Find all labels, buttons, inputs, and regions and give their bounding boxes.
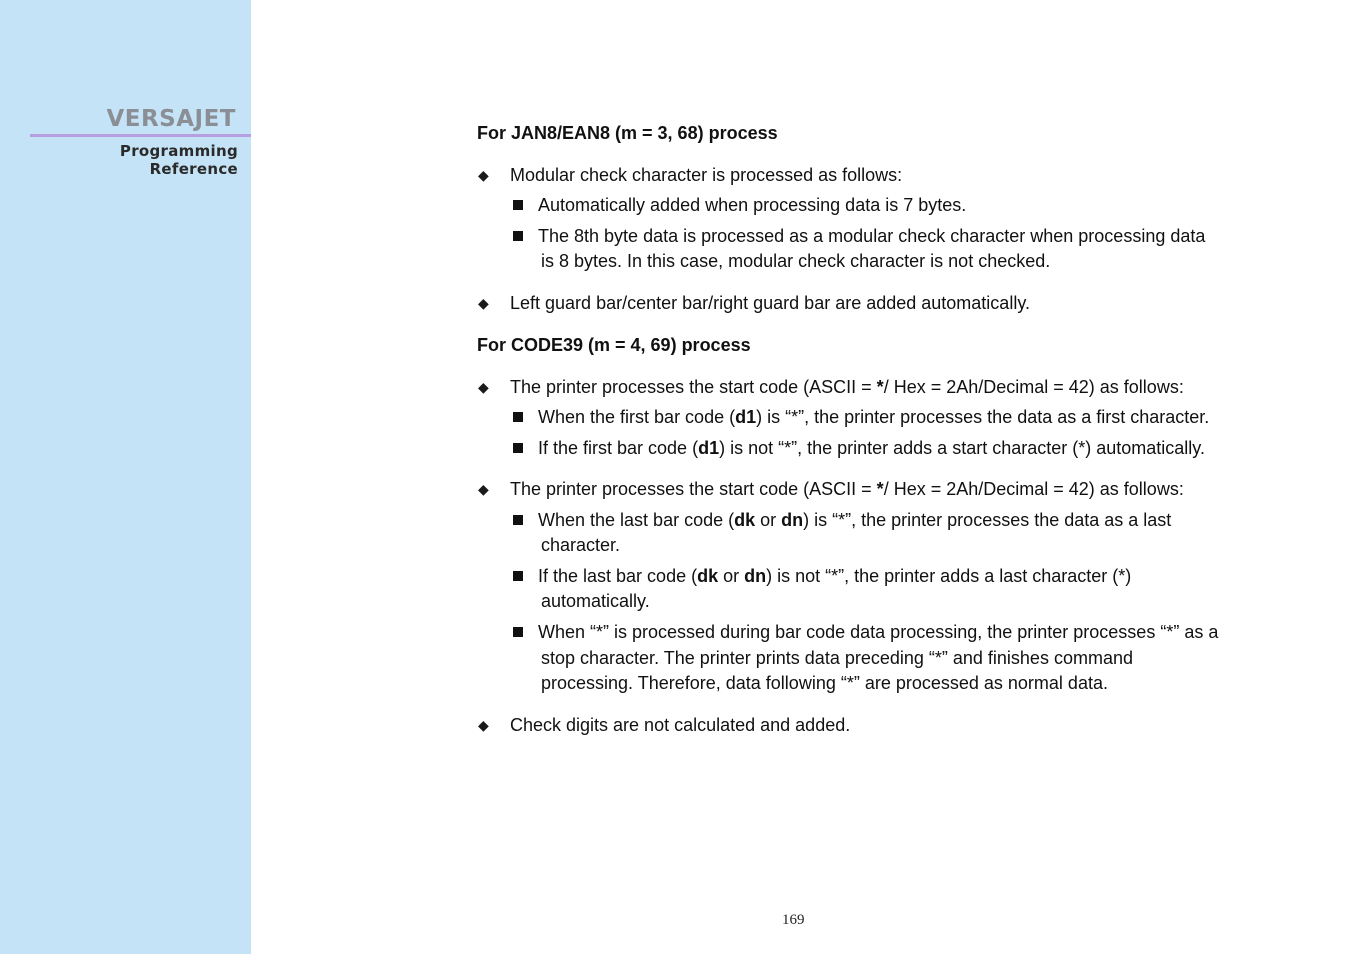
sub-list-item: When “*” is processed during bar code data processing, the printer processes “*” as a <box>538 622 1219 642</box>
square-bullet-icon <box>513 627 523 637</box>
sub-list-item-continued: is 8 bytes. In this case, modular check character is not checked. <box>541 251 1051 271</box>
list-item: Modular check character is processed as follows: <box>510 165 903 185</box>
brand-subtitle: Programming Reference <box>119 142 238 178</box>
sidebar <box>0 0 251 954</box>
page-number: 169 <box>782 912 805 928</box>
brand-block <box>30 104 251 178</box>
diamond-bullet-icon: ◆ <box>478 379 489 395</box>
square-bullet-icon <box>513 515 523 525</box>
diamond-bullet-icon: ◆ <box>478 717 489 733</box>
square-bullet-icon <box>513 412 523 422</box>
sub-list-item-continued: character. <box>541 535 621 555</box>
section-heading-code39: For CODE39 (m = 4, 69) process <box>477 335 751 355</box>
diamond-bullet-icon: ◆ <box>478 295 489 311</box>
brand-divider <box>30 134 251 137</box>
list-item: The printer processes the start code (ASCII = */ Hex = 2Ah/Decimal = 42) as follows: <box>510 479 1184 499</box>
sub-list-item: Automatically added when processing data is 7 bytes. <box>538 195 967 215</box>
sub-list-item-continued: automatically. <box>541 591 650 611</box>
list-item: Left guard bar/center bar/right guard bar are added automatically. <box>510 293 1030 313</box>
brand-logo: VERSAJET <box>106 106 236 132</box>
sub-list-item: When the last bar code (dk or dn) is “*”, the printer processes the data as a last <box>538 510 1172 530</box>
sub-list-item: When the first bar code (d1) is “*”, the printer processes the data as a first character. <box>538 407 1210 427</box>
sub-list-item: If the first bar code (d1) is not “*”, the printer adds a start character (*) automatically. <box>538 438 1205 458</box>
list-item: The printer processes the start code (ASCII = */ Hex = 2Ah/Decimal = 42) as follows: <box>510 377 1184 397</box>
sub-list-item: The 8th byte data is processed as a modular check character when processing data <box>538 226 1206 246</box>
diamond-bullet-icon: ◆ <box>478 481 489 497</box>
sub-list-item-continued: stop character. The printer prints data preceding “*” and finishes command <box>541 648 1133 668</box>
square-bullet-icon <box>513 571 523 581</box>
square-bullet-icon <box>513 200 523 210</box>
section-heading-jan8: For JAN8/EAN8 (m = 3, 68) process <box>477 123 778 143</box>
square-bullet-icon <box>513 443 523 453</box>
list-item: Check digits are not calculated and added. <box>510 715 851 735</box>
sub-list-item-continued: processing. Therefore, data following “*” are processed as normal data. <box>541 673 1108 693</box>
square-bullet-icon <box>513 231 523 241</box>
diamond-bullet-icon: ◆ <box>478 167 489 183</box>
sub-list-item: If the last bar code (dk or dn) is not “*”, the printer adds a last character (*) <box>538 566 1132 586</box>
